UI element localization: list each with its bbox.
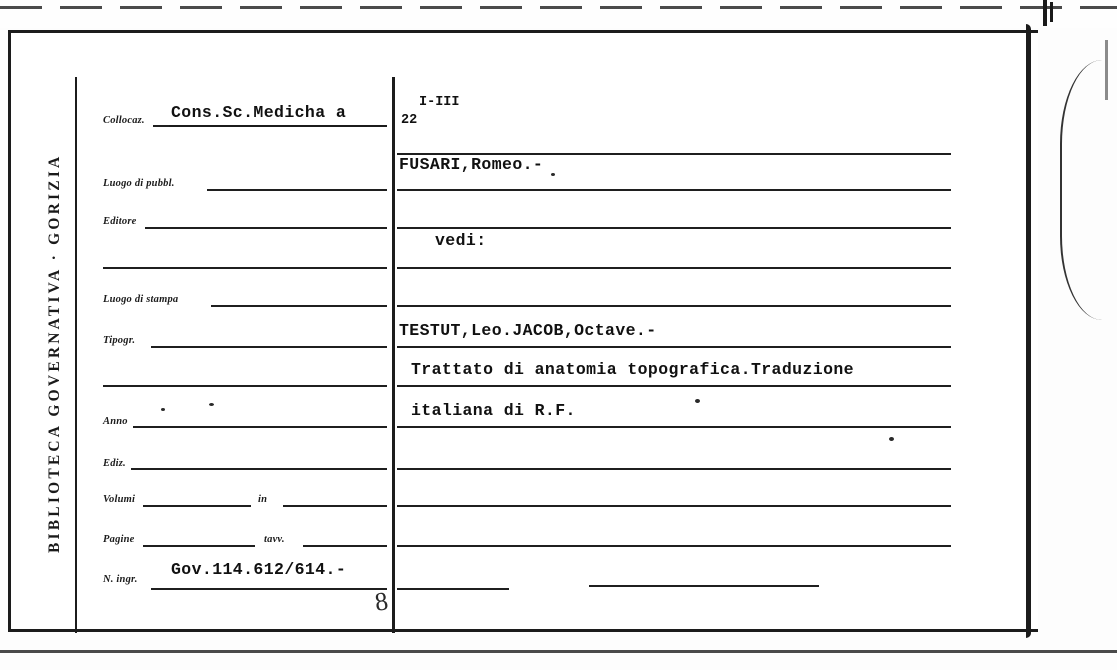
entry-referred-author: TESTUT,Leo.JACOB,Octave.-: [399, 321, 657, 340]
scan-speck: [161, 408, 165, 411]
field-rule-volumi: [143, 505, 251, 507]
field-label-volumi: Volumi: [103, 494, 136, 505]
field-label-anno: Anno: [103, 416, 128, 427]
field-label-editore: Editore: [103, 216, 137, 227]
field-rule-n-ingr: [151, 588, 387, 590]
card-rule-right-12b: [589, 585, 819, 587]
field-rule-tipogr: [151, 346, 387, 348]
scan-speck: [551, 173, 555, 176]
entry-see-reference-label: vedi:: [435, 231, 487, 250]
entry-shelfmark-underline: [169, 125, 387, 127]
field-rule-blank-2: [103, 385, 387, 387]
field-rule-pagine-tavv: [303, 545, 387, 547]
scan-speck: [695, 399, 700, 403]
entry-title-line-2: italiana di R.F.: [411, 401, 576, 420]
entry-pencil-mark: 8: [372, 586, 390, 617]
field-label-luogo-stampa: Luogo di stampa: [103, 294, 179, 305]
entry-record-heading: FUSARI,Romeo.-: [399, 155, 544, 174]
card-rule-right-2: [397, 189, 951, 191]
entry-shelfmark: Cons.Sc.Medicha a: [171, 103, 347, 122]
scan-speck: [889, 437, 894, 441]
card-rule-right-7: [397, 385, 951, 387]
entry-shelfmark-volumes: I-III: [419, 95, 460, 110]
field-rule-ediz: [131, 468, 387, 470]
entry-shelfmark-number: 22: [401, 113, 418, 128]
field-label-tipogr: Tipogr.: [103, 335, 136, 346]
card-rule-right-11: [397, 545, 951, 547]
field-sublabel-volumi-in: in: [258, 494, 268, 505]
scan-speck: [209, 403, 214, 406]
field-label-luogo-pubbl: Luogo di pubbl.: [103, 178, 175, 189]
library-stamp: BIBLIOTECA GOVERNATIVA · GORIZIA: [46, 153, 63, 553]
scan-dashed-line-bottom: [0, 650, 1117, 653]
card-vertical-rule-left: [75, 77, 77, 633]
field-label-pagine: Pagine: [103, 534, 135, 545]
field-rule-blank-1: [103, 267, 387, 269]
field-rule-editore: [145, 227, 387, 229]
catalog-card-body: [8, 30, 1038, 632]
field-label-n-ingr: N. ingr.: [103, 574, 138, 585]
card-rule-right-6: [397, 346, 951, 348]
field-rule-volumi-in: [283, 505, 387, 507]
scan-edge-artifact: [1105, 40, 1108, 100]
scan-top-margin: [0, 0, 1117, 28]
field-rule-anno: [133, 426, 387, 428]
scan-tick-mark: [1050, 2, 1053, 22]
card-vertical-rule-middle: [392, 77, 395, 633]
entry-accession-number: Gov.114.612/614.-: [171, 560, 347, 579]
scan-tick-mark: [1043, 0, 1047, 26]
card-right-edge: [1026, 24, 1031, 638]
card-rule-right-5: [397, 305, 951, 307]
field-label-ediz: Ediz.: [103, 458, 126, 469]
field-rule-pagine: [143, 545, 255, 547]
card-rule-right-10: [397, 505, 951, 507]
scan-dashed-line-top: [0, 6, 1117, 9]
card-rule-right-12a: [397, 588, 509, 590]
scan-page-curl: [1060, 60, 1102, 320]
field-sublabel-pagine-tavv: tavv.: [264, 534, 285, 545]
card-rule-right-9: [397, 468, 951, 470]
field-label-collocaz: Collocaz.: [103, 115, 145, 126]
card-rule-right-8: [397, 426, 951, 428]
field-rule-luogo-stampa: [211, 305, 387, 307]
card-rule-right-4: [397, 267, 951, 269]
field-rule-luogo-pubbl: [207, 189, 387, 191]
card-rule-right-3: [397, 227, 951, 229]
entry-title-line-1: Trattato di anatomia topografica.Traduzione: [411, 360, 854, 379]
